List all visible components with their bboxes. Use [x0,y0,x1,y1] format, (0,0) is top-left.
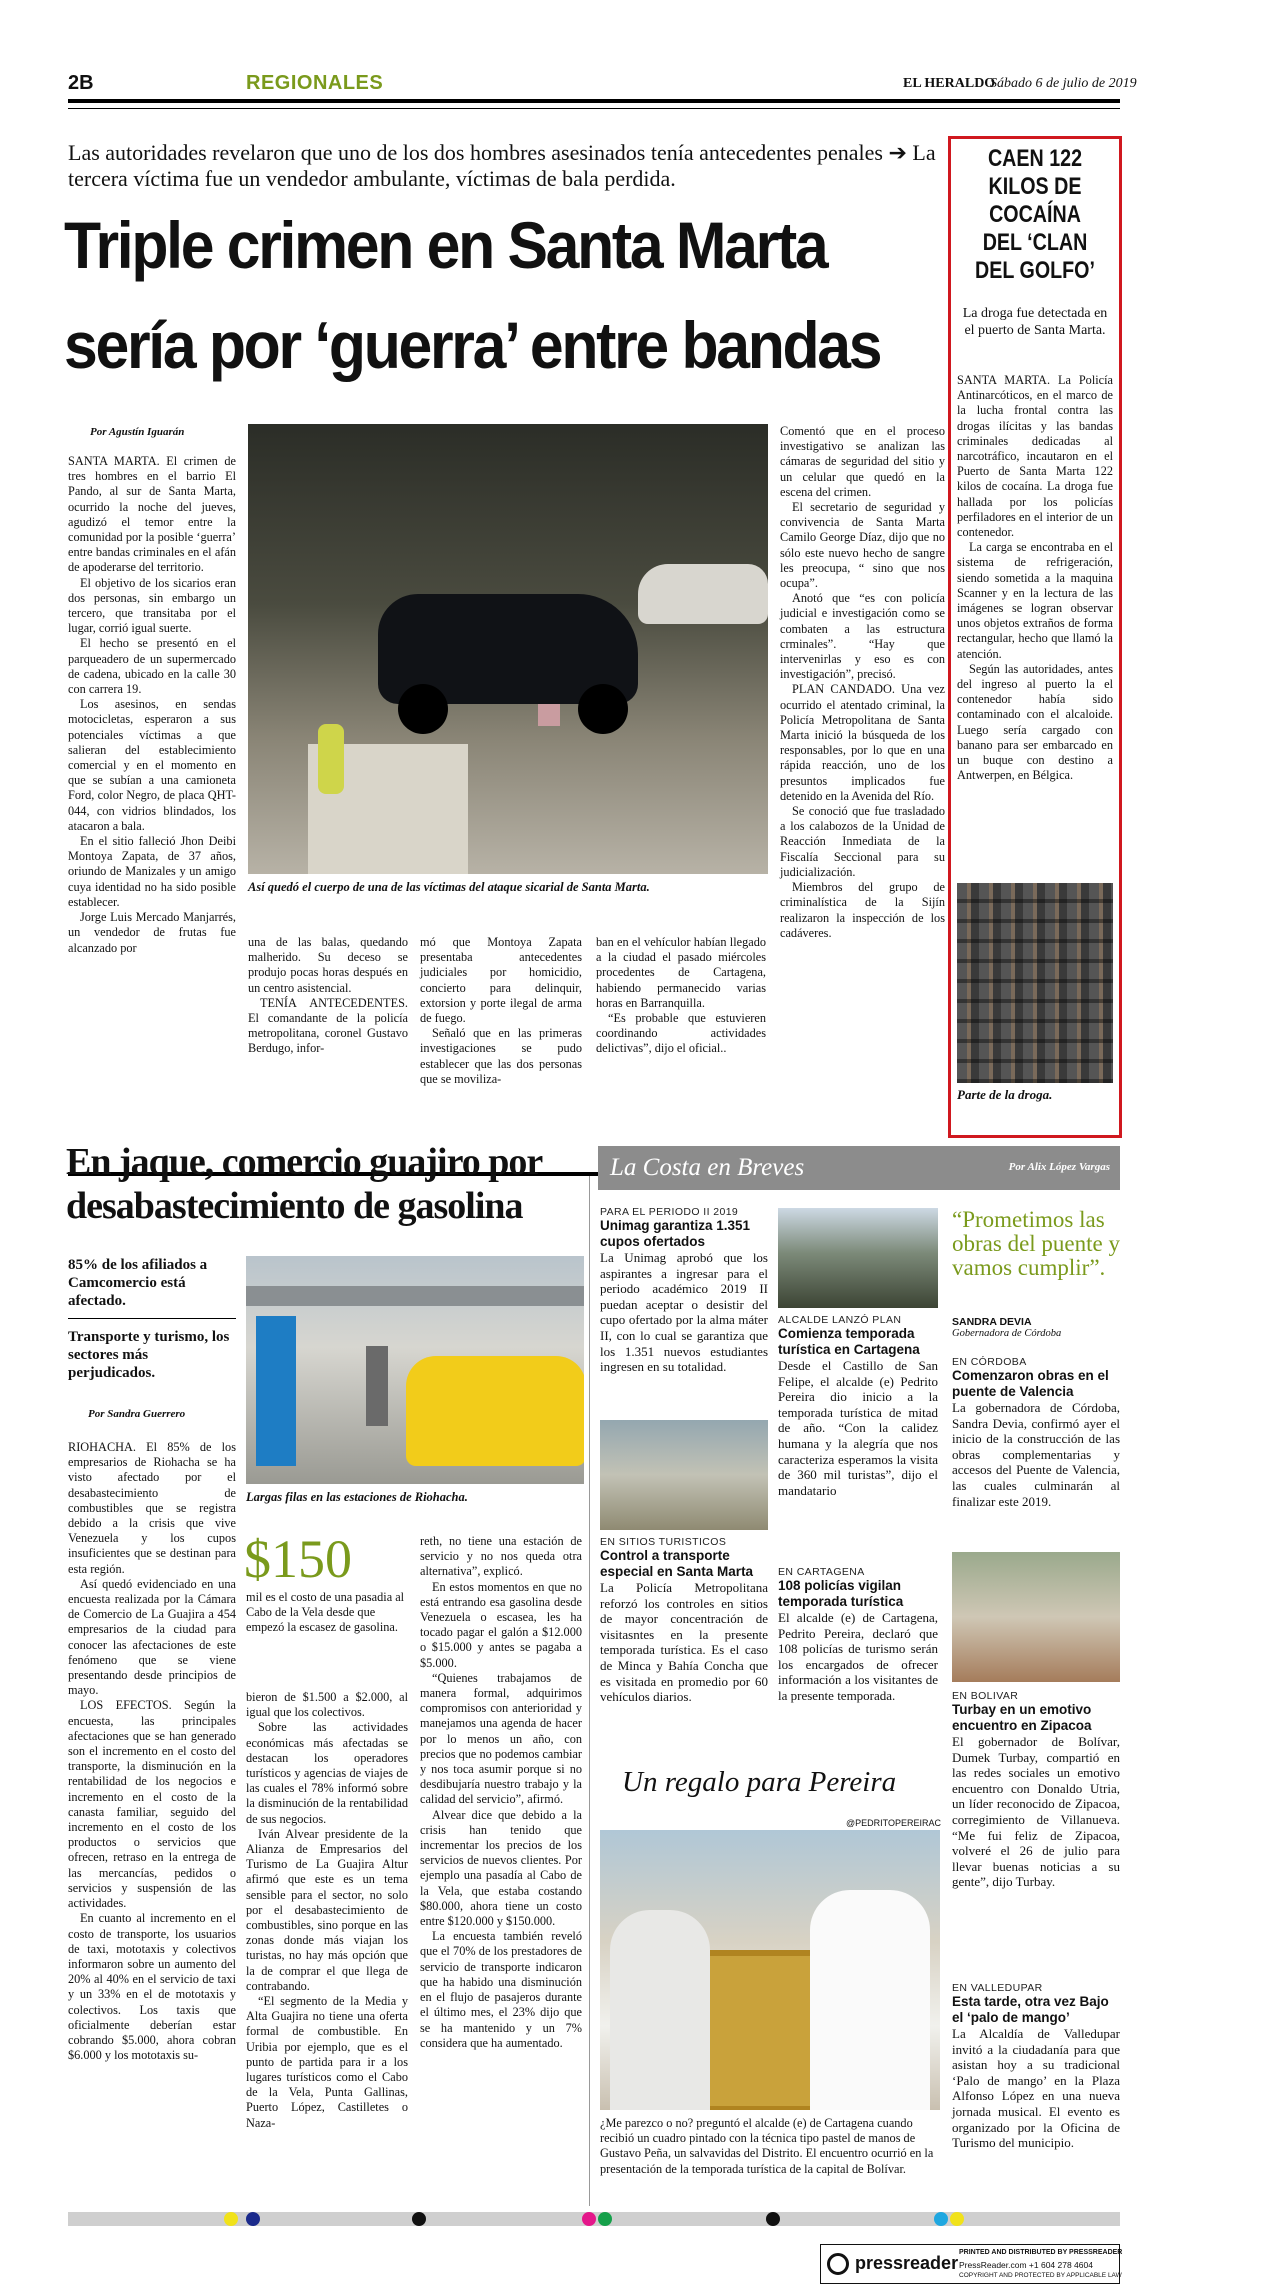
pressreader-icon [827,2253,849,2275]
registration-dot [412,2212,426,2226]
pressreader-logo: pressreader [855,2253,959,2273]
paragraph: LOS EFECTOS. Según la encuesta, las principales afectaciones que se han generado son el incremento en el costo del transporte, la disminución en la rentabilidad de los negocios e incremento en el costo de la canasta familiar, seguido del incremento en el costo de los productos o servicios que ofrecen, retraso en la entrega de las mercancías, pedidos o servicios y suspensión de las actividades. [68,1698,236,1911]
paragraph: Según las autoridades, antes del ingreso al puerto la el contenedor había sido contaminado con el alcaloide. Luego sería cargado con banano para ser embarcado en un buque con destino a Antwerpen, en Bélgica. [957,661,1113,783]
brief-body: La Alcaldía de Valledupar invitó a la ciudadanía para que asistan hoy a su tradicional ‘Palo de mango’ en la Plaza Alfonso López en una nueva jornada musical. El evento es organizado por la Oficina de Turismo del municipio. [952,2026,1120,2151]
brief-title: Control a transporte especial en Santa Marta [600,1548,754,1579]
paragraph: Jorge Luis Mercado Manjarrés, un vendedor de frutas fue alcanzado por [68,910,236,955]
gift-photo [600,1830,940,2110]
paragraph: RIOHACHA. El 85% de los empresarios de Riohacha se ha visto afectado por el desabastecimiento de combustibles que se registra debido a la crisis que vive Venezuela y los cupos insuficientes que se destinan para esta región. [68,1440,236,1576]
paper-name: EL HERALDO [903,76,996,91]
transport-control-photo [600,1420,768,1530]
cocaine-caption: Parte de la droga. [957,1087,1053,1102]
paragraph: En el sitio falleció Jhon Deibi Montoya Zapata, de 37 años, oriundo de Manizales y un amigo cuya identidad no ha sido posible establecer. [68,834,236,909]
registration-dot [598,2212,612,2226]
paragraph: reth, no tiene una estación de servicio y no nos queda otra alternativa”, explicó. [420,1534,582,1579]
breves-title: La Costa en Breves [610,1154,805,1181]
main-deck: Las autoridades revelaron que uno de los dos hombres asesinados tenía antecedentes penales ➔ La tercera víctima fue un vendedor ambulante, víctimas de bala perdida. [68,140,936,191]
registration-dot [246,2212,260,2226]
pull-quote: “Prometimos las obras del puente y vamos cumplir”. [952,1207,1120,1280]
paragraph: “El segmento de la Media y Alta Guajira no tiene una oferta formal de combustible. En Uribia por ejemplo, que es el punto de partida para ir a los lugares turísticos como el Cabo de la Vela, Punta Gallinas, Puerto López, Castilletes o Naza- [246,1994,408,2130]
footer-line-1: PRINTED AND DISTRIBUTED BY PRESSREADER [959,2249,1123,2256]
brief-title: 108 policías vigilan temporada turística [778,1578,904,1609]
cocaine-headline: CAEN 122 KILOS DE COCAÍNA DEL ‘CLAN DEL GOLFO’ [975,145,1095,284]
brief-body: La gobernadora de Córdoba, Sandra Devia, confirmó ayer el inicio de la construcción de las obras complementarias y accesos del Puente de Valencia, las cuales culminarán al finalizar este 2019. [952,1400,1120,1509]
cocaine-summary: La droga fue detectada en el puerto de Santa Marta. [962,306,1108,338]
fuel-column-2 [246,1690,408,2131]
brief-kicker: EN SITIOS TURISTICOS [600,1536,727,1548]
pressreader-badge[interactable] [820,2244,1123,2284]
paragraph: Se conoció que fue trasladado a los calabozos de la Unidad de Reacción Inmediata de la Fiscalía Seccional para su judicialización. [780,804,945,879]
page-number: 2B [68,72,94,94]
section-name: REGIONALES [246,72,384,94]
fuel-station-photo [246,1256,584,1484]
crime-photo-caption: Así quedó el cuerpo de una de las víctimas del ataque sicarial de Santa Marta. [248,880,650,894]
fuel-highlight-2: Transporte y turismo, los sectores más perjudicados. [68,1329,230,1381]
main-headline-2: sería por ‘guerra’ entre bandas [64,308,881,382]
brief-body: Desde el Castillo de San Felipe, el alcalde (e) Pedrito Pereira dio inicio a la temporada turística de mitad de año. “Con la calidez humana y la alegría que nos caracteriza esperamos la visita de 360 mil turistas”, dijo el mandatario [778,1358,938,1498]
breves-banner [598,1146,1120,1190]
turbay-photo [952,1552,1120,1682]
main-byline: Por Agustín Iguarán [90,426,185,438]
column-divider [589,1176,590,2206]
paragraph: “Quienes trabajamos de manera formal, adquirimos compromisos con anterioridad y manejamos una agenda de hacer por lo menos un año, con precios que no podemos cambiar y nos toca asumir porque si no desdibujaría nuestro trabajo y la calidad del servicio”, afirmó. [420,1670,582,1807]
breves-author: Por Alix López Vargas [1008,1161,1110,1173]
footer-line-2: PressReader.com +1 604 278 4604 [959,2260,1093,2270]
brief-kicker: EN CARTAGENA [778,1566,865,1578]
main-headline-1: Triple crimen en Santa Marta [64,208,827,282]
paragraph: La encuesta también reveló que el 70% de los prestadores de servicio de transporte indicaron que ha habido una disminución en el flujo de pasajeros durante el último mes, el 23% dijo que se ha mantenido y un 7% considera que ha aumentado. [420,1929,582,2050]
paragraph: Señaló que en las primeras investigaciones se pudo establecer que las dos personas que se moviliza- [420,1026,582,1086]
paragraph: ban en el vehículor habían llegado a la ciudad el pasado miércoles procedentes de Cartagena, habiendo permanecido varias horas en Barranquilla. [596,935,766,1010]
paragraph: bieron de $1.500 a $2.000, al igual que los colectivos. [246,1690,408,1720]
fuel-highlight-1: 85% de los afiliados a Camcomercio está afectado. [68,1257,208,1309]
paragraph: SANTA MARTA. La Policía Antinarcóticos, en el marco de la lucha frontal contra las drogas ilícitas y las bandas criminales dedicadas al narcotráfico, incautaron en el Puerto de Santa Marta 122 kilos de cocaína. La droga fue hallada por los policías perfiladores en el interior de un contenedor. [957,373,1113,540]
brief-body: El gobernador de Bolívar, Dumek Turbay, compartió en las redes sociales un emotivo encuentro con Donaldo Utria, un líder reconocido de Zipacoa, corregimiento de Villanueva. “Me fui feliz de Zipacoa, volveré el 26 de julio para llevar buenas noticias a su gente”, dijo Turbay. [952,1734,1120,1890]
paragraph: Sobre las actividades económicas más afectadas se destacan los operadores turísticos y agencias de viajes de las cuales el 78% informó sobre la disminución de la rentabilidad de sus negocios. [246,1720,408,1826]
brief-kicker: ALCALDE LANZÓ PLAN [778,1314,902,1326]
brief-title: Unimag garantiza 1.351 cupos ofertados [600,1218,751,1249]
brief-title: Comenzaron obras en el puente de Valencia [952,1368,1109,1399]
cocaine-photo [957,883,1113,1083]
paragraph: El hecho se presentó en el parqueadero de un supermercado de cadena, ubicado en la calle 30 con carrera 19. [68,636,236,697]
brief-body: La Unimag aprobó que los aspirantes a ingresar para el periodo académico 2019 II puedan aceptar o desistir del cupo ofertado por la alma máter II, con lo cual se garantiza que los 1.351 nuevos estudiantes ingresen en su totalidad. [600,1250,768,1375]
paragraph: TENÍA ANTECEDENTES. El comandante de la policía metropolitana, coronel Gustavo Berdugo, infor- [248,995,408,1056]
paragraph: Así quedó evidenciado en una encuesta realizada por la Cámara de Comercio de La Guajira a 454 empresarios de la ciudad para conocer las afectaciones de este fenómeno que se viene presentando desde principios de mayo. [68,1576,236,1698]
main-column-3 [420,935,582,1087]
big-number-text: mil es el costo de una pasadia al Cabo de la Vela desde que empezó la escasez de gasolina. [246,1590,405,1635]
brief-title: Turbay en un emotivo encuentro en Zipacoa [952,1702,1092,1733]
main-column-1 [68,454,236,956]
fuel-byline: Por Sandra Guerrero [88,1408,186,1420]
footer-line-3: COPYRIGHT AND PROTECTED BY APPLICABLE LAW [959,2272,1122,2279]
paragraph: PLAN CANDADO. Una vez ocurrido el atentado criminal, la Policía Metropolitana de Santa Marta inició la búsqueda de los responsables, por lo que en una rápida reacción, uno de los presuntos implicados fue detenido en la Avenida del Río. [780,682,945,803]
brief-title: Esta tarde, otra vez Bajo el ‘palo de mango’ [952,1994,1109,2025]
header-rule-thin [68,108,1120,109]
paragraph: La carga se encontraba en el sistema de refrigeración, siendo sometida a la maquina Scanner y en la lectura de las imágenes se logran observar unos objetos extraños de forma rectangular, hecho que llamó la atención. [957,540,1113,661]
paragraph: En cuanto al incremento en el costo de transporte, los usuarios de taxi, mototaxis y colectivos informaron sobre un aumento del 20% al 40% en el servicio de taxi y un 33% en el de mototaxis y colectivos. Los taxis que oficialmente deberían estar cobrando $5.000, ahora cobran $6.000 y los mototaxis su- [68,1911,236,2063]
paragraph: Anotó que “es con policía judicial e investigación como se combaten a las estructura crminales”. “Hay que intervenirlas y eso es con investigación”, precisó. [780,591,945,682]
registration-dot [224,2212,238,2226]
police-photo [778,1208,938,1308]
big-number: $150 [244,1529,352,1589]
brief-cordoba [952,1356,1120,1509]
cocaine-sidebar [948,136,1122,1138]
quote-role: Gobernadora de Córdoba [952,1328,1062,1339]
registration-dot [766,2212,780,2226]
brief-title: Comienza temporada turística en Cartagena [778,1326,920,1357]
cocaine-body [957,373,1113,783]
paragraph: El secretario de seguridad y convivencia de Santa Marta Camilo George Díaz, dijo que no sólo este nuevo hecho de sangre les preocupa, “ sino que nos ocupa”. [780,500,945,591]
brief-kicker: EN VALLEDUPAR [952,1982,1043,1994]
brief-kicker: PARA EL PERIODO II 2019 [600,1206,739,1218]
brief-kicker: EN BOLIVAR [952,1690,1019,1702]
brief-kicker: EN CÓRDOBA [952,1356,1027,1368]
main-column-2 [248,935,408,1057]
fuel-headline: En jaque, comercio guajiro por desabastecimiento de gasolina [66,1141,542,1227]
paragraph: Los asesinos, en sendas motocicletas, esperaron a sus potenciales víctimas a que salieran del establecimiento comercial y en el momento en que se subían a una camioneta Ford, color Negro, de placa QHT-044, con vidrios blindados, los atacaron a bala. [68,697,236,833]
fuel-column-3 [420,1534,582,2051]
main-column-5 [780,424,945,941]
paragraph: Alvear dice que debido a la crisis han tenido que incrementar los precios de los servicios de nuevos clientes. Por ejemplo una pasadía al Cabo de la Vela, que estaba costando $80.000, ahora tiene un costo entre $120.000 y $150.000. [420,1807,582,1929]
gift-title: Un regalo para Pereira [622,1766,897,1798]
main-column-4 [596,935,766,1057]
paragraph: Miembros del grupo de criminalística de la Sijín realizaron la inspección de los cadáveres. [780,880,945,940]
brief-cartagena [778,1314,938,1498]
paragraph: una de las balas, quedando malherido. Su deceso se produjo pocas horas después en un centro asistencial. [248,935,408,995]
fuel-photo-caption: Largas filas en las estaciones de Riohacha. [246,1490,468,1504]
paragraph: En estos momentos en que no está entrando esa gasolina desde Venezuela o escasea, les ha tocado pagar el galón a $12.000 o $15.000 y antes se pagaba a $5.000. [420,1579,582,1670]
paragraph: SANTA MARTA. El crimen de tres hombres en el barrio El Pando, al sur de Santa Marta, ocurrido la noche del jueves, agudizó el temor entre la comunidad por la posible ‘guerra’ entre bandas criminales en el afán de apoderarse del territorio. [68,454,236,575]
brief-valledupar [952,1982,1120,2151]
brief-body: El alcalde (e) de Cartagena, Pedrito Pereira, declaró que 108 policías de turismo serán los encargados de ofrecer información a los visitantes de la presente temporada. [778,1610,938,1703]
quote-name: SANDRA DEVIA [952,1316,1032,1328]
brief-santa-marta [600,1536,768,1705]
fuel-column-1 [68,1440,236,2063]
highlight-rule [68,1318,236,1319]
crime-scene-photo [248,424,768,874]
brief-body: La Policía Metropolitana reforzó los controles en sitios de mayor concentración de visitasntes en la presente temporada turística. Es el caso de Minca y Bahía Concha que es visitada en promedio por 60 vehículos diarios. [600,1580,768,1705]
paragraph: mó que Montoya Zapata presentaba antecedentes judiciales por homicidio, concierto para delinquir, extorsion y porte ilegal de arma de fuego. [420,935,582,1026]
registration-dot [934,2212,948,2226]
gift-caption: ¿Me parezco o no? preguntó el alcalde (e) de Cartagena cuando recibió un cuadro pintado con la técnica tipo pastel de manos de Gustavo Peña, un salvavidas del Distrito. El encuentro ocurrió en la presentación de la temporada turística de la capital de Bolívar. [600,2116,934,2176]
gift-handle: @PEDRITOPEREIRAC [846,1818,941,1828]
paragraph: El objetivo de los sicarios eran dos personas, sin embargo un tercero, que transitaba por el lugar, corrió igual suerte. [68,575,236,636]
paragraph: Comentó que en el proceso investigativo se analizan las cámaras de seguridad del sitio y un celular que quedó en la escena del crimen. [780,424,945,499]
paragraph: “Es probable que estuvieren coordinando actividades delictivas”, dijo el oficial.. [596,1011,766,1056]
paragraph: Iván Alvear presidente de la Alianza de Empresarios del Turismo de La Guajira Altur afirmó que este es un tema sensible para el sector, no solo por el desabastecimiento de combustibles, sino porque en las zonas donde más viajan los turistas, no hay más opción que la de comprar el que llega de contrabando. [246,1826,408,1993]
brief-police-cartagena [778,1566,938,1704]
brief-bolivar [952,1690,1120,1890]
registration-dot [950,2212,964,2226]
issue-date: Sábado 6 de julio de 2019 [990,76,1137,91]
brief-unimag [600,1206,768,1375]
header-rule [68,99,1120,103]
registration-dot [582,2212,596,2226]
